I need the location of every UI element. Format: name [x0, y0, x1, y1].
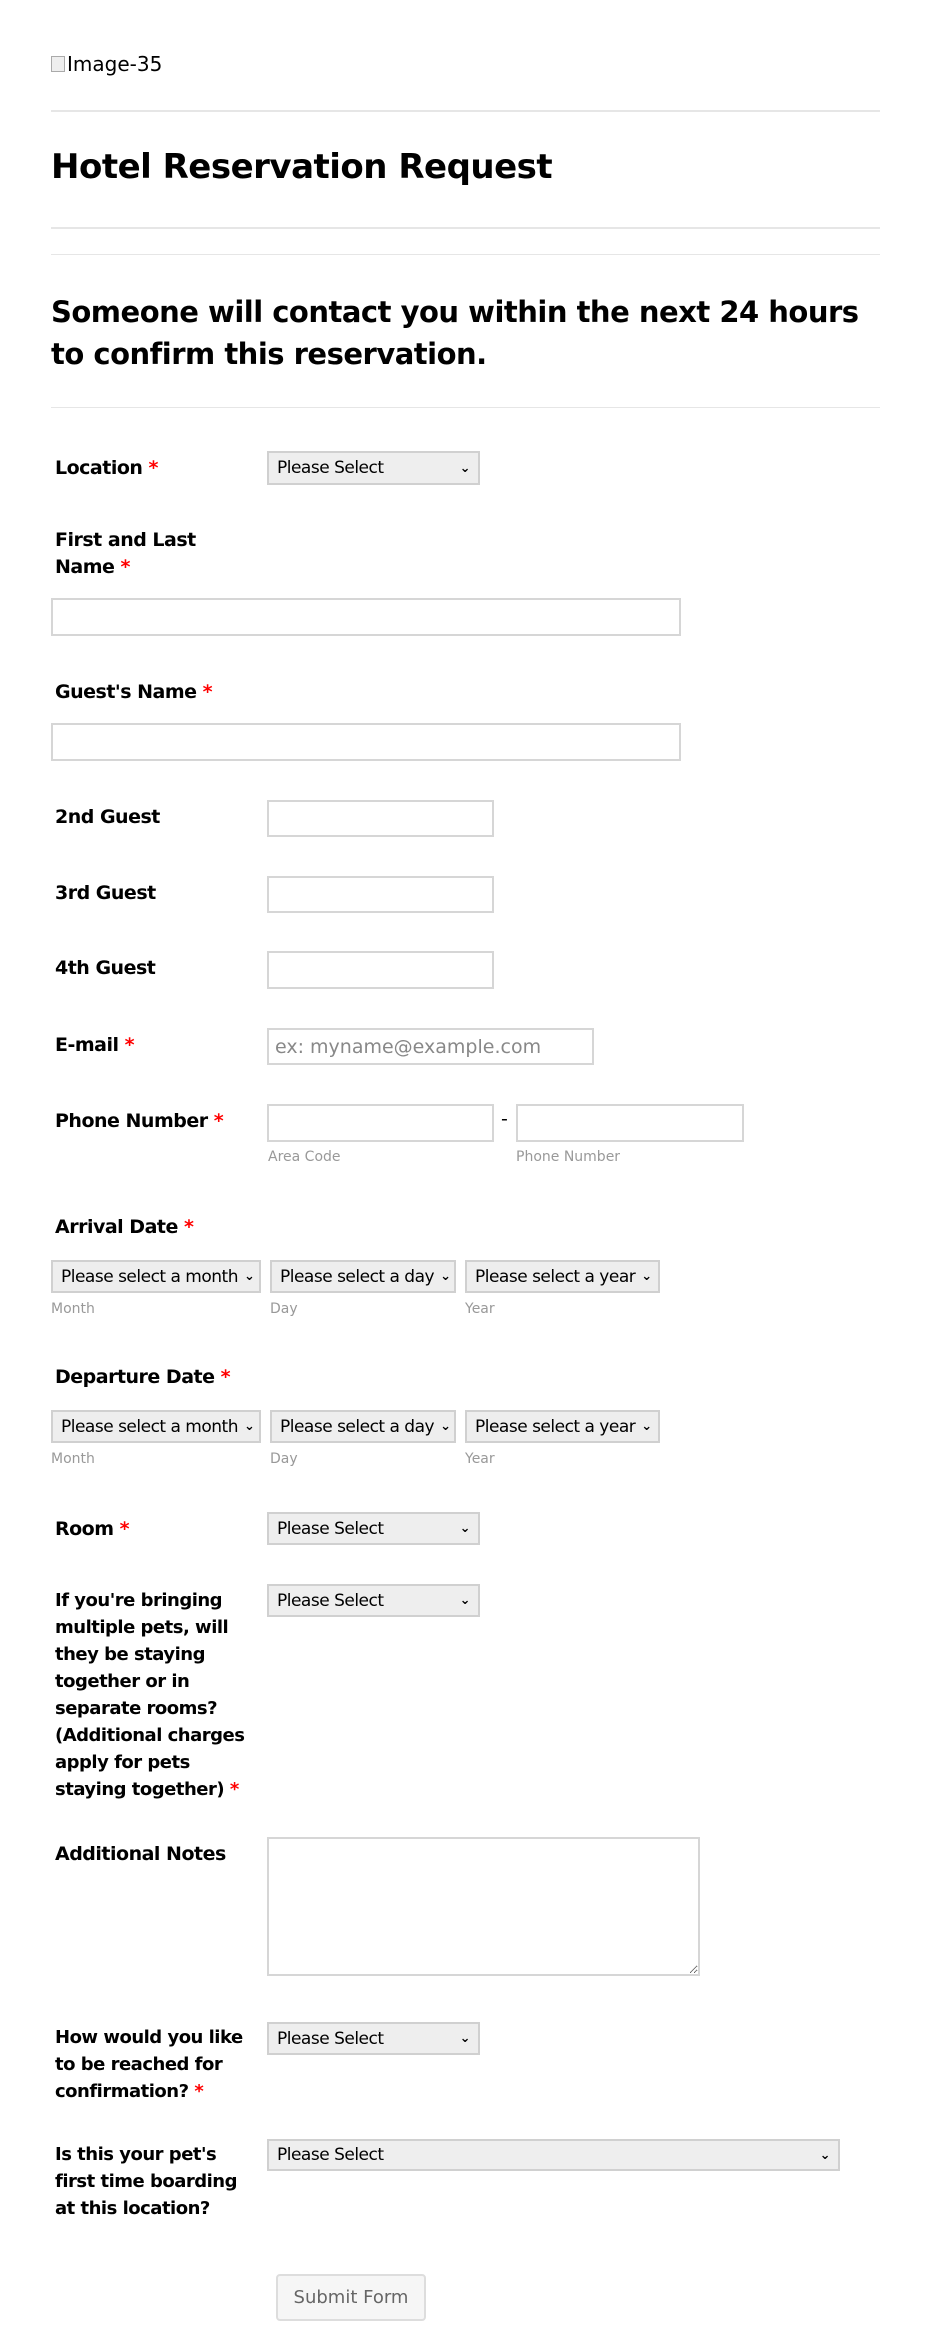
pets-select[interactable]: Please Select ⌄: [267, 1584, 480, 1617]
departure-label: Departure Date *: [55, 1366, 231, 1388]
chevron-down-icon: ⌄: [243, 1419, 255, 1434]
day-sublabel: Day: [270, 1301, 298, 1317]
page-title: Hotel Reservation Request: [51, 147, 553, 187]
chevron-down-icon: ⌄: [459, 460, 470, 476]
area-code-input[interactable]: [267, 1104, 494, 1142]
chevron-down-icon: ⌄: [459, 1593, 470, 1608]
broken-image-icon: [51, 56, 65, 72]
pets-label: If you're bringing multiple pets, will they be staying together or in separate rooms? (Additional charges apply for pets staying together) *: [55, 1590, 245, 1800]
chevron-down-icon: ⌄: [459, 1521, 470, 1536]
guest2-input[interactable]: [267, 800, 494, 837]
divider: [51, 254, 880, 255]
guest4-label: 4th Guest: [55, 957, 156, 979]
guest-name-input[interactable]: [51, 723, 681, 761]
chevron-down-icon: ⌄: [641, 1269, 652, 1284]
year-sublabel: Year: [465, 1301, 495, 1317]
first-time-select[interactable]: Please Select ⌄: [267, 2139, 840, 2171]
phone-number-input[interactable]: [516, 1104, 744, 1142]
chevron-down-icon: ⌄: [440, 1269, 451, 1284]
submit-button[interactable]: Submit Form: [276, 2274, 426, 2321]
email-label: E-mail *: [55, 1034, 135, 1056]
contact-select[interactable]: Please Select ⌄: [267, 2022, 480, 2055]
arrival-year-select[interactable]: Please select a year ⌄: [465, 1260, 660, 1293]
day-sublabel: Day: [270, 1451, 298, 1467]
departure-day-select[interactable]: Please select a day ⌄: [270, 1410, 456, 1443]
notes-textarea[interactable]: [267, 1837, 700, 1976]
departure-month-select[interactable]: Please select a month ⌄: [51, 1410, 261, 1443]
guest3-input[interactable]: [267, 876, 494, 913]
chevron-down-icon: ⌄: [641, 1419, 652, 1434]
phone-label: Phone Number *: [55, 1110, 224, 1132]
departure-year-select[interactable]: Please select a year ⌄: [465, 1410, 660, 1443]
chevron-down-icon: ⌄: [819, 2147, 830, 2163]
email-input[interactable]: [267, 1028, 594, 1065]
guest4-input[interactable]: [267, 951, 494, 989]
arrival-label: Arrival Date *: [55, 1216, 194, 1238]
full-name-input[interactable]: [51, 598, 681, 636]
full-name-label: First and Last Name *: [55, 529, 196, 578]
area-code-sublabel: Area Code: [268, 1149, 341, 1165]
month-sublabel: Month: [51, 1301, 95, 1317]
chevron-down-icon: ⌄: [459, 2031, 470, 2046]
page-subtitle: Someone will contact you within the next 24 hours to confirm this reservation.: [51, 295, 859, 371]
arrival-day-select[interactable]: Please select a day ⌄: [270, 1260, 456, 1293]
notes-label: Additional Notes: [55, 1843, 226, 1865]
room-label: Room *: [55, 1518, 130, 1540]
guest3-label: 3rd Guest: [55, 882, 156, 904]
location-label: Location *: [55, 457, 158, 479]
phone-number-sublabel: Phone Number: [516, 1149, 621, 1165]
contact-label: How would you like to be reached for confirmation? *: [55, 2027, 243, 2102]
chevron-down-icon: ⌄: [440, 1419, 451, 1434]
guest2-label: 2nd Guest: [55, 806, 160, 828]
divider: [51, 407, 880, 408]
room-select[interactable]: Please Select ⌄: [267, 1512, 480, 1545]
phone-separator: -: [501, 1108, 508, 1130]
first-time-label: Is this your pet's first time boarding at this location?: [55, 2144, 237, 2219]
location-select[interactable]: Please Select ⌄: [267, 451, 480, 485]
guest-name-label: Guest's Name *: [55, 681, 213, 703]
divider: [51, 110, 880, 112]
month-sublabel: Month: [51, 1451, 95, 1467]
divider: [51, 227, 880, 229]
header-image: Image-35: [51, 52, 162, 76]
arrival-month-select[interactable]: Please select a month ⌄: [51, 1260, 261, 1293]
chevron-down-icon: ⌄: [243, 1269, 255, 1284]
year-sublabel: Year: [465, 1451, 495, 1467]
